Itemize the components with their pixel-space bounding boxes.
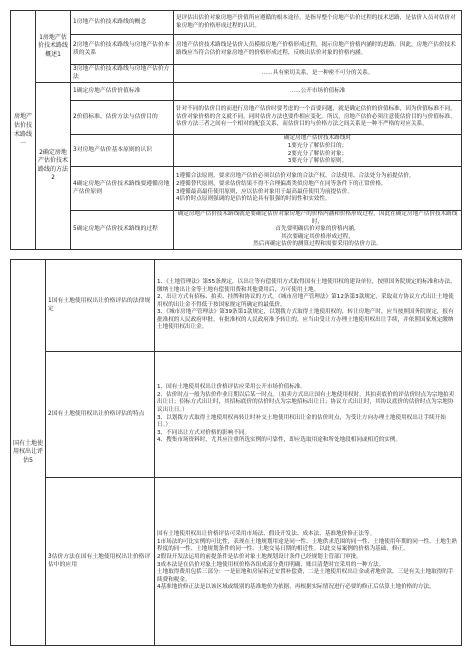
group2-item3-name: 3对房地产估价基本原则的认识: [71, 135, 174, 167]
section2-item3-name: 3估价方法在国有土地使用权出让价格评估中的应用: [46, 478, 155, 646]
section2-item1-desc: 1、《土地管理法》第55条规定，以出让等有偿使用方式取得国有土地使用权的建设单位，按照国务院规定的标准和办法，缴纳土地出让金等土地有偿使用费和其他费用后，方可使用土地。 2、出让方式有招标、拍卖、挂牌和协议的方式。《城市房地产管理法》第12条第3款规定，采取双方协议方式出让土地使用权的出让金不得低于按国家规定所确定的最低价。 3、《城市房地产管理法》第39条第1款规定，以划拨方式取得土地使用权的，转让房地产时，应当按照国务院规定，报有批准权的人民政府审批。有批准权的人民政府准予转让的，应当由受让方办理土地使用权出让手续，并依照国家规定缴纳土地使用权出让金。: [155, 260, 462, 352]
group2-item4-desc: 1遵循合法原则，要求房地产估价必须以估价对象的合法产权、合法使用、合法处分为前提估价。 2遵循替代原则，要求估价结果不得不合理偏离类似房地产在同等条件下的正常价格。 3遵循最高最佳使用原则，应以估价对象用于最高最佳使用为前提估价。 4估价时点原则强调的是估价结论具有很强的时间性和实效性。: [174, 167, 462, 211]
technical-route-table: [10, 10, 462, 250]
group2-label: 2确定房地产估价技术路线的方法2: [36, 83, 71, 250]
section1-title: 房地产估价技术路线 一: [11, 11, 36, 250]
group2-item5-desc: 确定房地产估价技术路线就是要确定估价对象房地产的价格内涵和价格形成过程，因此在确定房地产估价技术路线时， 首先要明确估价对象的价格内涵， 其次要确定其价格形成过程， 然后再确定估价的测算过程和需要采用的估价方法。: [174, 211, 462, 250]
group1-item2-desc: 房地产估价技术路线是估价人员模拟房地产价格形成过程，揭示房地产价格内涵时的思路。因此，房地产估价技术路线应当符合估价对象房地产的价格形成过程，反映出估价对象的价格内涵。: [174, 35, 462, 65]
group1-item3-name: 3房地产估价技术路线与房地产估价方法: [71, 65, 174, 83]
group2-item1-name: 1确定房地产估价价值标准: [71, 83, 174, 101]
group2-item2-desc: 针对不同的估价目的而进行房地产估价时要考虑的一个首要问题，就是确定估价的价值标准，因为价值标准不同，估价对象价格的含义就不同，同时估价方法也要作相应变化。所以，房地产估价必须注意使估价目的与价值标准、估价方法三者之间有一个相对的配套关系，而估价目的与价格方法之间关系是一种不严格的对应关系。: [174, 101, 462, 135]
section2-item3-desc: 国有土地使用权出让价格评估可采用市场法、假设开发法、成本法、基准地价修正法等。 1市场法的可比实例的可比性，表现在土地规划用途是同一性、土地供求范围的同一性、土地使用年期的同一性、土地生熟程度的同一性、土地规划条件的同一性、土地交易日期的相近性。以此交易案例的价格为基础，修正。 2假设开发法运用的前提条件是估价对象土地规划设计条件已经规划主管部门审批。 3成本法是在估价对象土地使用权价格各组成部分费用明确、账目清楚时宜采用的一种方法。 土地取得费用包括三部分：一是征地和房屋拆迁安置补偿费，二是土地使用权出让金或者地价款，三是有关土地取得的手续费和税金。 4基准地价修正法是以该区域或级别的基准地价为依据，再根据实际情况进行必要的修正后估算土地价格的方法。: [155, 478, 462, 646]
group2-item1-desc: ……公开市场价值标准: [174, 83, 462, 101]
section2-title: 国有土地使用权出让评估5: [11, 260, 46, 646]
group1-item1-name: 1房地产估价技术路线的概念: [71, 11, 174, 35]
group2-item5-name: 5确定房地产估价技术路线的过程: [71, 211, 174, 250]
group2-item4-name: 4确定房地产估价技术路线要遵循房地产估价原则: [71, 167, 174, 211]
group2-item3-desc: 确定房地产估价技术路线时 1要充分了解估价目的； 2要充分了解估价对象； 3要充分了解估价原则。: [174, 135, 462, 167]
group1-item1-desc: 是评估出估价对象房地产价值所应遵循的根本途径，是指导整个房地产估价过程的技术思路，是估价人员对估价对象房地产的价格形成过程的认识。: [174, 11, 462, 35]
group1-label: 1房地产估价技术路线概述1: [36, 11, 71, 83]
group2-item2-name: 2价值标准、估价方法与估价目的: [71, 101, 174, 135]
section2-item2-desc: 1、国有土地使用权出让价格评估应采用公开市场价值标准。 2、估价时点一般为估价作业日期以后某一时点。（拍卖方式出让国有土地使用权时，其拍卖底价的评估价时点为宗地拍卖出让日；招标方式出让时，其招标底价的估价时点为宗地招标出让日；协议方式出让时，其协议底价的估价时点为宗地协议出让日。） 3、以划拨方式取得土地使用权再转让时补交土地使用权出让金的估价时点，为受让方向办理土地使用权出让手续开始日。） 3、不同出让方式对价格的影响不同。 4、搜集市场资料时，尤其应注重所选实例的可靠性，即应选取用途和所处地段相同或相近的实例。: [155, 352, 462, 478]
land-transfer-table: [10, 259, 462, 646]
section2-item2-name: 2国有土地使用权出让价格评估的特点: [46, 352, 155, 478]
group1-item2-name: 2房地产估价技术路线与房地产估价本质的关系: [71, 35, 174, 65]
group1-item3-desc: ……具有密切关系，是一种密不可分的关系。: [174, 65, 462, 83]
section2-item1-name: 1国有土地使用权出让价格评估的法律规定: [46, 260, 155, 352]
